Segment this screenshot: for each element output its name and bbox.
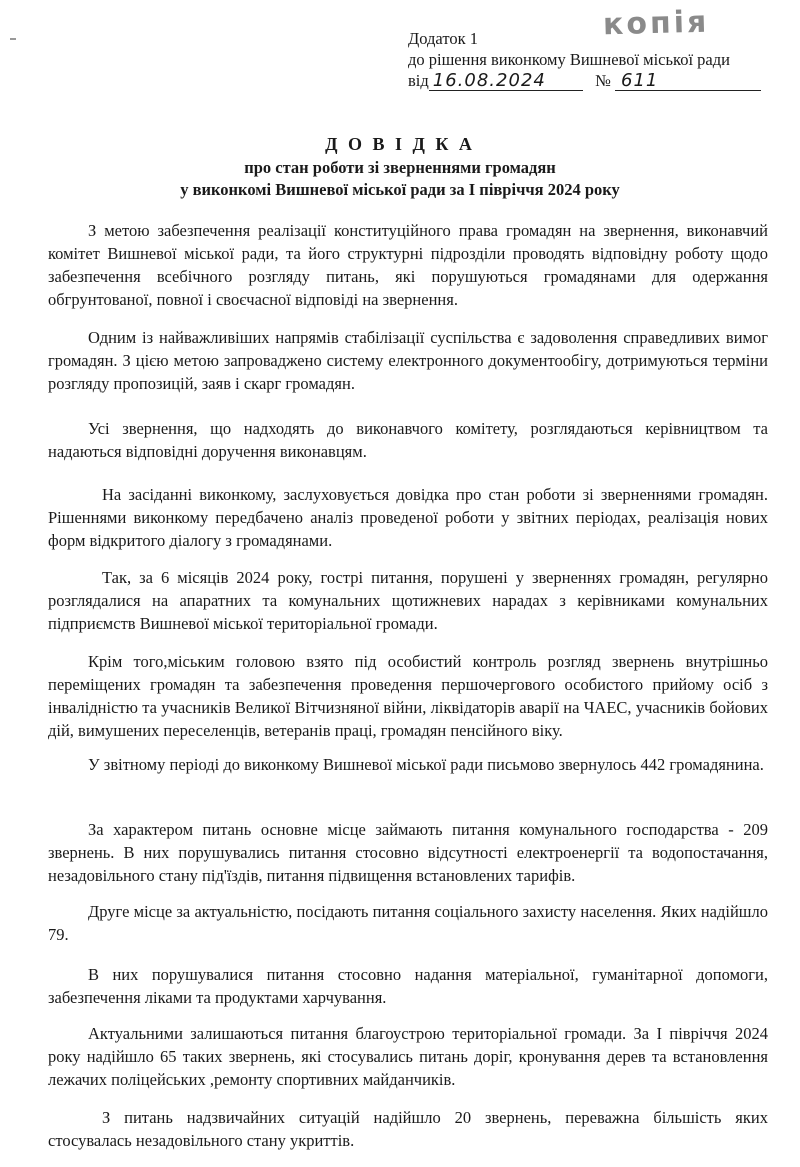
date-value: 16.08.2024 xyxy=(429,71,583,91)
document-subtitle-1: про стан роботи зі зверненнями громадян xyxy=(244,158,556,177)
copy-stamp: копія xyxy=(602,4,710,43)
annex-block xyxy=(408,28,761,91)
number-value: 611 xyxy=(615,71,761,91)
paragraph-10: В них порушувалися питання стосовно надання матеріальної, гуманітарної допомоги, забезпечення ліками та продуктами харчування. xyxy=(48,965,768,1007)
paragraph-8: За характером питань основне місце займають питання комунального господарства - 209 звернень. В них порушувались питання стосовно відсутності електроенергії та водопостачання, незадовільного стану під'їздів, питання підвищення встановлених тарифів. xyxy=(48,820,768,885)
document-subtitle-2: у виконкомі Вишневої міської ради за I півріччя 2024 року xyxy=(180,180,620,199)
paragraph-5: Так, за 6 місяців 2024 року, гострі питання, порушені у зверненнях громадян, регулярно розглядалися на апаратних та комунальних щотижневих нарадах з керівниками комунальних підприємств Вишневої міської територіальної громади. xyxy=(48,568,768,633)
annex-date-number-line xyxy=(408,70,761,91)
paragraph-11: Актуальними залишаються питання благоустрою територіальної громади. За I півріччя 2024 року надійшло 65 таких звернень, які стосувались питань доріг, кронування дерев та встановлення лежачих поліцейських ,ремонту спортивних майданчиків. xyxy=(48,1024,768,1089)
annex-decision: до рішення виконкому Вишневої міської ради xyxy=(408,50,730,69)
date-prefix: від xyxy=(408,71,429,90)
number-prefix: № xyxy=(595,71,611,90)
paragraph-4: На засіданні виконкому, заслуховується довідка про стан роботи зі зверненнями громадян. Рішеннями виконкому передбачено аналіз проведеної роботи у звітних періодах, реалізація нових форм відкритого діалогу з громадянами. xyxy=(48,485,768,550)
paragraph-3: Усі звернення, що надходять до виконавчого комітету, розглядаються керівництвом та надаються відповідні доручення виконавцям. xyxy=(48,419,768,461)
scan-mark xyxy=(10,38,16,40)
annex-label: Додаток 1 xyxy=(408,29,478,48)
paragraph-7: У звітному періоді до виконкому Вишневої міської ради письмово звернулось 442 громадянина. xyxy=(88,755,764,774)
paragraph-9: Друге місце за актуальністю, посідають питання соціального захисту населення. Яких надійшло 79. xyxy=(48,902,768,944)
paragraph-6: Крім того,міським головою взято під особистий контроль розгляд звернень внутрішньо переміщених громадян та забезпечення проведення першочергового особистого прийому осіб з інвалідністю та учасників Великої Вітчизняної війни, ліквідаторів аварії на ЧАЕС, учасників бойових дій, вимушених переселенців, ветеранів праці, громадян пенсійного віку. xyxy=(48,652,768,740)
paragraph-12: З питань надзвичайних ситуацій надійшло 20 звернень, переважна більшість яких стосувалась незадовільного стану укриттів. xyxy=(48,1108,768,1150)
paragraph-2: Одним із найважливіших напрямів стабілізації суспільства є задоволення справедливих вимог громадян. З цією метою запроваджено систему електронного документообігу, дотримуються терміни розгляду пропозицій, заяв і скарг громадян. xyxy=(48,328,768,393)
document-title: Д О В І Д К А xyxy=(325,134,475,154)
paragraph-1: З метою забезпечення реалізації конституційного права громадян на звернення, виконавчий комітет Вишневої міської ради, та його структурні підрозділи проводять відповідну роботу щодо забезпечення всебічного розгляду питань, які порушуються громадянами для одержання обгрунтованої, повної і своєчасної відповіді на звернення. xyxy=(48,221,768,309)
